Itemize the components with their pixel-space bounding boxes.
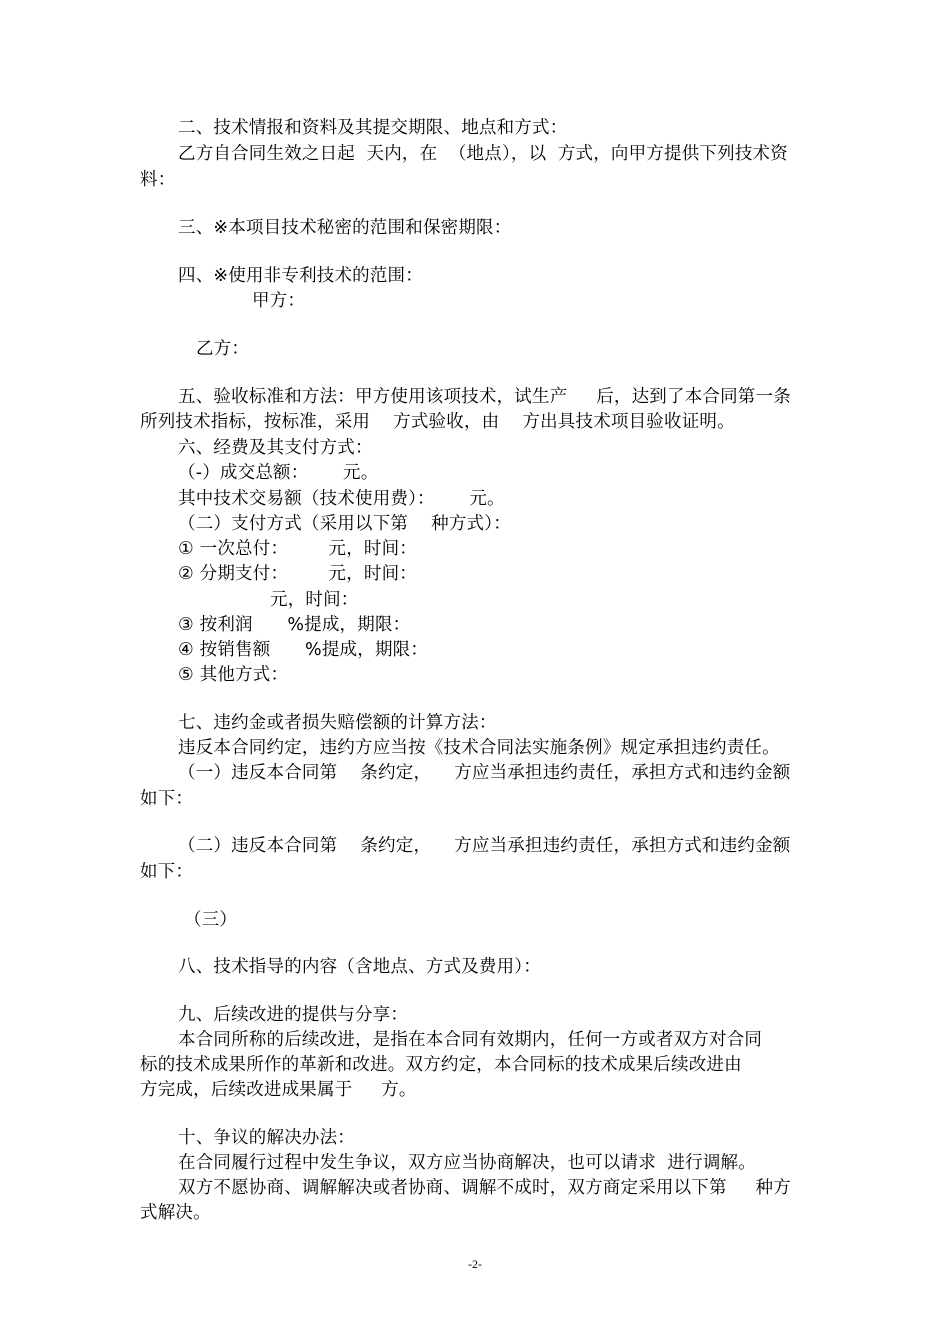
- payment-method-line: （二）支付方式（采用以下第 种方式）：: [178, 514, 511, 534]
- page-number: -2-: [468, 1257, 482, 1271]
- section-7-body: 违反本合同约定，违约方应当按《技术合同法实施条例》规定承担违约责任。: [178, 738, 780, 758]
- section-5-line-1: 五、验收标准和方法：甲方使用该项技术，试生产 后，达到了本合同第一条: [178, 387, 791, 407]
- total-amount-line: （-）成交总额： 元。: [178, 463, 379, 483]
- party-a-label: 甲方：: [252, 291, 306, 311]
- breach-clause-3: （三）: [184, 910, 238, 930]
- tech-fee-line: 其中技术交易额（技术使用费）： 元。: [178, 489, 505, 509]
- section-9-body-line-3: 方完成，后续改进成果属于 方。: [140, 1080, 417, 1100]
- breach-clause-1-line-1: （一）违反本合同第 条约定， 方应当承担违约责任，承担方式和违约金额: [178, 763, 791, 783]
- section-10-heading: 十、争议的解决办法：: [178, 1128, 355, 1148]
- payment-option-5: ⑤ 其他方式：: [178, 665, 289, 685]
- section-9-body-line-1: 本合同所称的后续改进，是指在本合同有效期内，任何一方或者双方对合同: [178, 1030, 763, 1050]
- breach-clause-1-line-2: 如下：: [140, 789, 194, 809]
- section-10-body-line-1: 在合同履行过程中发生争议，双方应当协商解决，也可以请求 进行调解。: [178, 1153, 756, 1173]
- payment-option-1: ① 一次总付： 元，时间：: [178, 539, 417, 559]
- section-2-body-line-1: 乙方自合同生效之日起 天内，在 （地点），以 方式，向甲方提供下列技术资: [178, 144, 788, 164]
- breach-clause-2-line-1: （二）违反本合同第 条约定， 方应当承担违约责任，承担方式和违约金额: [178, 836, 791, 856]
- section-2-body-line-2: 料：: [140, 170, 176, 190]
- section-5-line-2: 所列技术指标，按标准，采用 方式验收，由 方出具技术项目验收证明。: [140, 412, 735, 432]
- section-3-heading: 三、※本项目技术秘密的范围和保密期限：: [178, 218, 512, 238]
- section-9-heading: 九、后续改进的提供与分享：: [178, 1005, 409, 1025]
- party-b-label: 乙方：: [196, 339, 250, 359]
- breach-clause-2-line-2: 如下：: [140, 862, 194, 882]
- section-8-heading: 八、技术指导的内容（含地点、方式及费用）：: [178, 957, 541, 977]
- payment-option-2-cont: 元，时间：: [270, 590, 359, 610]
- section-7-heading: 七、违约金或者损失赔偿额的计算方法：: [178, 713, 497, 733]
- payment-option-2: ② 分期支付： 元，时间：: [178, 564, 417, 584]
- section-4-heading: 四、※使用非专利技术的范围：: [178, 266, 423, 286]
- payment-option-4: ④ 按销售额 %提成，期限：: [178, 640, 429, 660]
- section-2-heading: 二、技术情报和资料及其提交期限、地点和方式：: [178, 118, 568, 138]
- section-6-heading: 六、经费及其支付方式：: [178, 438, 373, 458]
- section-9-body-line-2: 标的技术成果所作的革新和改进。双方约定，本合同标的技术成果后续改进由: [140, 1055, 742, 1075]
- section-10-body-line-3: 式解决。: [140, 1203, 211, 1223]
- section-10-body-line-2: 双方不愿协商、调解解决或者协商、调解不成时，双方商定采用以下第 种方: [178, 1178, 791, 1198]
- payment-option-3: ③ 按利润 %提成，期限：: [178, 615, 411, 635]
